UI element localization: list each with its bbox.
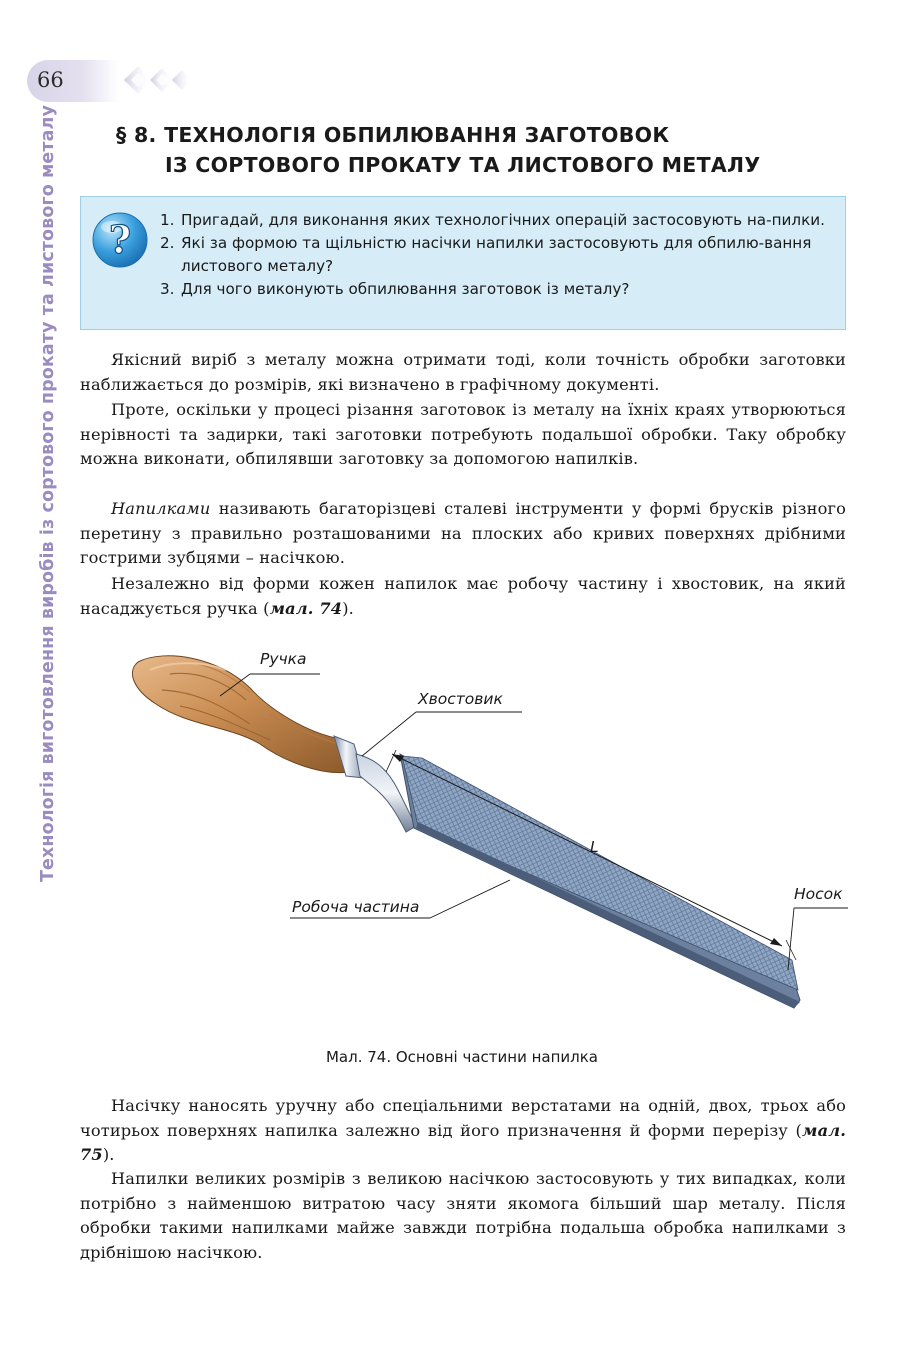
- question-item: [160, 278, 840, 301]
- question-item: [160, 232, 840, 278]
- question-number: 2.: [160, 234, 175, 252]
- paragraph-5: [80, 1094, 846, 1168]
- question-number: 3.: [160, 280, 175, 298]
- section-title-line1: § 8. ТЕХНОЛОГІЯ ОБПИЛЮВАННЯ ЗАГОТОВОК: [116, 123, 670, 147]
- label-working-part: Робоча частина: [292, 898, 420, 916]
- svg-text:?: ?: [108, 217, 132, 262]
- label-handle: Ручка: [260, 650, 307, 668]
- paragraph-3: [80, 497, 846, 571]
- paragraph-1: Якісний виріб з металу можна отримати тоді, коли точність обробки заготовки наближається до розмірів, які визначено в графічному документі.: [80, 350, 846, 394]
- section-title: [116, 120, 876, 180]
- label-tang: Хвостовик: [418, 690, 503, 708]
- label-length: L: [590, 838, 599, 856]
- label-tip: Носок: [794, 885, 843, 903]
- question-text: Які за формою та щільністю насічки напилки застосовують для обпилю-вання листового металу?: [181, 234, 812, 275]
- figure-caption: Мал. 74. Основні частини напилка: [325, 1048, 598, 1066]
- question-text: Пригадай, для виконання яких технологічних операцій застосовують на-пилки.: [181, 211, 825, 229]
- term-napylky: Напилками: [111, 499, 211, 518]
- figure-reference-75: мал. 75: [80, 1120, 846, 1165]
- paragraph-5-end: ).: [102, 1145, 115, 1165]
- questions-list: [160, 209, 840, 301]
- paragraph-4: [80, 572, 846, 621]
- side-running-title: Технологія виготовлення виробів із сортового прокату та листового металу: [38, 105, 58, 882]
- paragraph-5-text: Насічку наносять уручну або спеціальними верстатами на одній, двох, трьох або чотирьох поверхнях напилка залежно від його призначення й форми перерізу (: [80, 1096, 846, 1140]
- question-item: [160, 209, 840, 232]
- section-title-line2: ІЗ СОРТОВОГО ПРОКАТУ ТА ЛИСТОВОГО МЕТАЛУ: [165, 153, 761, 177]
- figure-file-parts: [110, 640, 850, 1030]
- paragraph-6: Напилки великих розмірів з великою насічкою застосовують у тих випадках, коли потрібно з найменшою витратою часу зняти якомога більший шар металу. Після обробки такими напилками майже завжди потрібна подальша обробка напилками з дрібнішою насічкою.: [80, 1169, 846, 1262]
- figure-reference-74: мал. 74: [269, 598, 343, 618]
- question-mark-icon: [89, 207, 151, 269]
- paragraph-4-end: ).: [342, 598, 354, 618]
- paragraph-2: Проте, оскільки у процесі різання заготовок із металу на їхніх краях утворюються нерівності та задирки, такі заготовки потребують подальшої обробки. Таку обробку можна виконати, обпилявши заготовку за допомогою напилків.: [80, 400, 846, 469]
- page-number: 66: [27, 60, 119, 102]
- paragraph-4-text: Незалежно від форми кожен напилок має робочу частину і хвостовик, на який насаджується ручка (: [80, 574, 846, 618]
- page-decoration-icon: [118, 60, 198, 102]
- review-questions-box: [80, 196, 846, 330]
- question-text: Для чого виконують обпилювання заготовок із металу?: [181, 280, 630, 298]
- question-number: 1.: [160, 211, 175, 229]
- paragraph-3-text: називають багаторізцеві сталеві інструменти у формі брусків різного перетину з правильно розташованими на плоских або кривих поверхнях дрібними гострими зубцями – насічкою.: [80, 499, 846, 568]
